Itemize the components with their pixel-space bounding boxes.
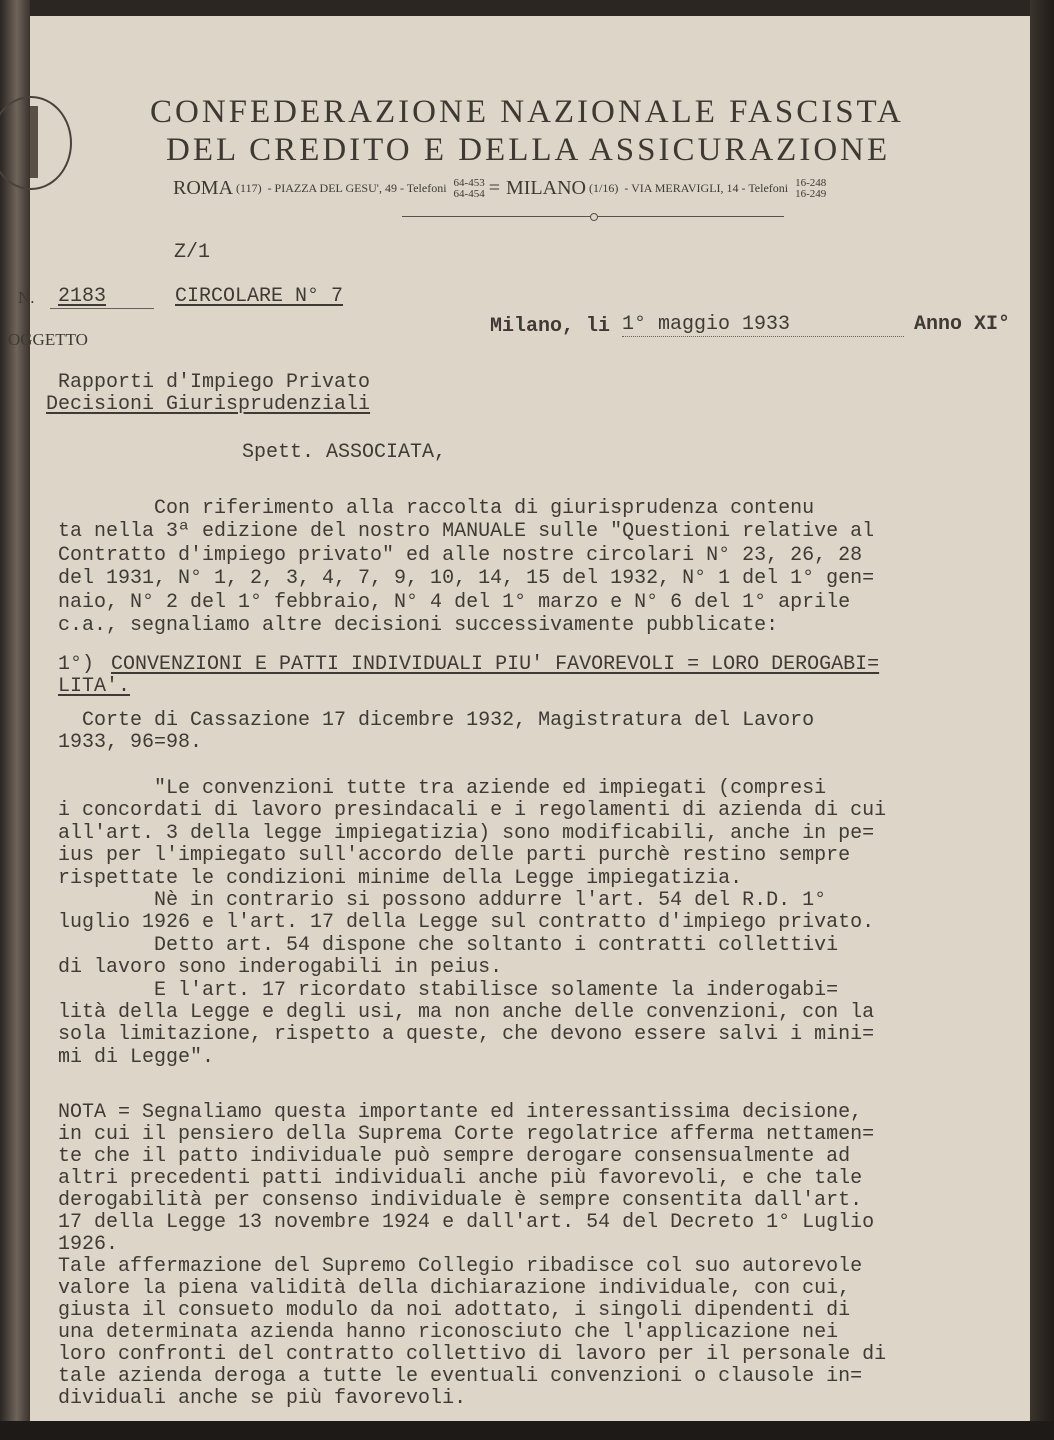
quote-line: lità della Legge e degli usi, ma non anche delle convenzioni, con la	[58, 1001, 875, 1024]
org-name-line2: DEL CREDITO E DELLA ASSICURAZIONE	[166, 132, 891, 168]
quote-line: Detto art. 54 dispone che soltanto i contratti collettivi	[58, 933, 839, 957]
intro-line: Contratto d'impiego privato" ed alle nostre circolari N° 23, 26, 28	[58, 543, 863, 567]
nota-line: in cui il pensiero della Suprema Corte regolatrice afferma nettamen=	[58, 1123, 875, 1146]
letterhead-address	[173, 177, 830, 200]
circular-number: 2183	[58, 285, 107, 308]
org-name-line1: CONFEDERAZIONE NAZIONALE FASCISTA	[150, 94, 904, 130]
scan-border-bottom	[0, 1421, 1054, 1440]
quote-line: i concordati di lavoro presindacali e i regolamenti di azienda di cui	[58, 799, 887, 823]
nota-line: dividuali anche se più favorevoli.	[58, 1387, 467, 1410]
rule-ornament	[590, 213, 598, 221]
roma-city: ROMA	[173, 177, 234, 199]
citation-line: 1933, 96=98.	[58, 731, 203, 754]
ref-code: Z/1	[174, 241, 211, 264]
quote-line: ius per l'impiegato sull'accordo delle parti purchè restino sempre	[58, 844, 851, 868]
roma-postal: (117)	[236, 181, 262, 195]
section-title-line1: CONVENZIONI E PATTI INDIVIDUALI PIU' FAVOREVOLI = LORO DEROGABI=	[111, 653, 880, 676]
intro-line: ta nella 3ª edizione del nostro MANUALE sulle "Questioni relative al	[58, 520, 875, 544]
salutation: Spett. ASSOCIATA,	[242, 441, 447, 464]
intro-line: del 1931, N° 1, 2, 3, 4, 7, 9, 10, 14, 15 del 1932, N° 1 del 1° gen=	[58, 567, 875, 591]
quote-line: luglio 1926 e l'art. 17 della Legge sul contratto d'impiego privato.	[58, 911, 875, 935]
subject-line1: Rapporti d'Impiego Privato	[58, 371, 371, 394]
scan-border-right	[1030, 0, 1054, 1440]
nota-line: altri precedenti patti individuali anche più favorevoli, e che tale	[58, 1167, 863, 1190]
nota-line: te che il patto individuale può sempre derogare consensualmente ad	[58, 1145, 851, 1168]
number-rule	[50, 308, 154, 309]
quote-line: sola limitazione, rispetto a queste, che devono essere salvi i mini=	[58, 1023, 875, 1047]
milano-postal: (1/16)	[588, 181, 619, 195]
roma-phones: 64-453 64-454	[453, 176, 485, 200]
roma-address: - PIAZZA DEL GESU', 49 - Telefoni	[267, 181, 447, 195]
nota-line: tale azienda deroga a tutte le eventuali convenzioni o clausole in=	[58, 1365, 863, 1388]
nota-line: giusta il consueto modulo da noi adottato, i singoli dipendenti di	[58, 1299, 851, 1322]
oggetto-label: OGGETTO	[8, 330, 88, 349]
milano-city: MILANO	[505, 177, 586, 199]
nota-line: valore la piena validità della dichiarazione individuale, con cui,	[58, 1277, 851, 1300]
nota-line: una determinata azienda hanno riconosciuto che l'applicazione nei	[58, 1321, 839, 1344]
nota-line: Tale affermazione del Supremo Collegio ribadisce col suo autorevole	[58, 1255, 863, 1278]
quote-line: di lavoro sono inderogabili in peius.	[58, 956, 503, 980]
date-prefix: Milano, li	[490, 315, 611, 338]
quote-line: Nè in contrario si possono addurre l'art. 54 del R.D. 1°	[58, 889, 827, 912]
anno: Anno XI°	[914, 313, 1011, 336]
number-label: N.	[18, 288, 35, 307]
intro-line: c.a., segnaliamo altre decisioni successivamente pubblicate:	[58, 614, 779, 637]
section-number: 1°)	[58, 653, 95, 676]
nota-line: NOTA = Segnaliamo questa importante ed interessantissima decisione,	[58, 1101, 863, 1124]
section-title-line2: LITA'.	[58, 675, 131, 698]
date-dotted-line	[622, 336, 904, 337]
subject-line2: Decisioni Giurisprudenziali	[46, 393, 371, 416]
nota-line: loro confronti del contratto collettivo di lavoro per il personale di	[58, 1343, 887, 1366]
emblem-seal-icon	[0, 96, 72, 190]
nota-line: 17 della Legge 13 novembre 1924 e dall'art. 54 del Decreto 1° Luglio	[58, 1211, 875, 1234]
quote-line: rispettate le condizioni minime della Legge impiegatizia.	[58, 866, 743, 890]
intro-line: naio, N° 2 del 1° febbraio, N° 4 del 1° marzo e N° 6 del 1° aprile	[58, 590, 851, 614]
circolare-title: CIRCOLARE N° 7	[175, 285, 344, 308]
nota-line: derogabilità per consenso individuale è sempre consentita dall'art.	[58, 1189, 863, 1212]
quote-line: E l'art. 17 ricordato stabilisce solamente la inderogabi=	[58, 978, 839, 1002]
date-value: 1° maggio 1933	[622, 313, 791, 336]
document-page	[8, 16, 1030, 1421]
quote-line: all'art. 3 della legge impiegatizia) sono modificabili, anche in pe=	[58, 821, 875, 845]
quote-line: mi di Legge".	[58, 1045, 215, 1069]
binding-edge	[0, 0, 30, 1440]
nota-line: 1926.	[58, 1233, 119, 1256]
separator: =	[488, 177, 500, 199]
milano-phones: 16-248 16-249	[795, 176, 827, 200]
intro-line: Con riferimento alla raccolta di giurisprudenza contenu	[58, 497, 815, 520]
milano-address: - VIA MERAVIGLI, 14 - Telefoni	[624, 181, 789, 195]
quote-line: "Le convenzioni tutte tra aziende ed impiegati (compresi	[58, 777, 827, 800]
citation-line: Corte di Cassazione 17 dicembre 1932, Magistratura del Lavoro	[58, 709, 815, 732]
